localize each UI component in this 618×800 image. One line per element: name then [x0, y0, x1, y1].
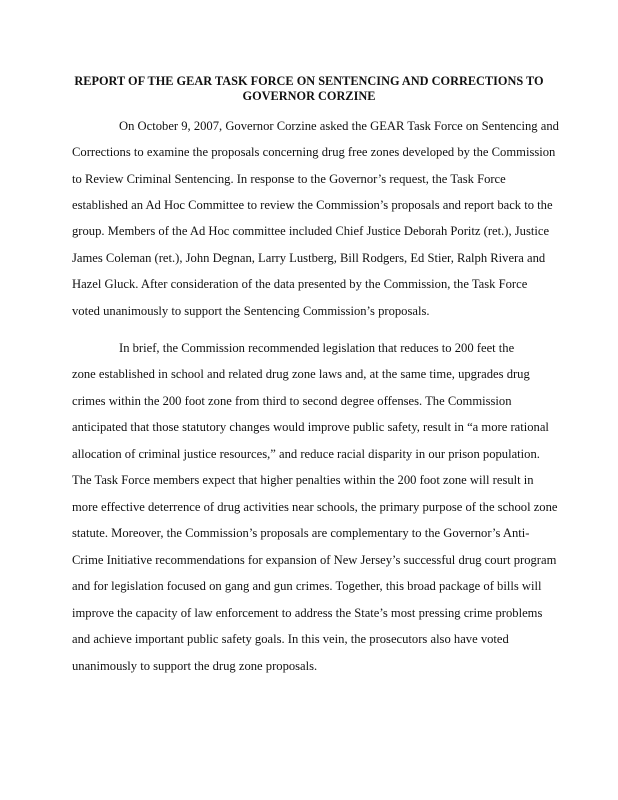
paragraph-line: anticipated that those statutory changes would improve public safety, result in “a more rational	[72, 420, 549, 434]
paragraph-line: voted unanimously to support the Sentencing Commission’s proposals.	[72, 304, 430, 318]
paragraph-line: crimes within the 200 foot zone from third to second degree offenses. The Commission	[72, 394, 512, 408]
paragraph-line: On October 9, 2007, Governor Corzine asked the GEAR Task Force on Sentencing and	[119, 119, 559, 133]
title-line-1: REPORT OF THE GEAR TASK FORCE ON SENTENCING AND CORRECTIONS TO	[74, 74, 544, 88]
paragraph-line: and for legislation focused on gang and gun crimes. Together, this broad package of bills will	[72, 579, 542, 593]
document-title	[60, 74, 558, 104]
paragraph-line: improve the capacity of law enforcement to address the State’s most pressing crime problems	[72, 606, 543, 620]
paragraph-line: The Task Force members expect that higher penalties within the 200 foot zone will result in	[72, 473, 534, 487]
paragraph-line: statute. Moreover, the Commission’s proposals are complementary to the Governor’s Anti-	[72, 526, 530, 540]
paragraph-line: In brief, the Commission recommended legislation that reduces to 200 feet the	[119, 341, 515, 355]
paragraph-line: unanimously to support the drug zone proposals.	[72, 659, 318, 673]
paragraph-line: James Coleman (ret.), John Degnan, Larry Lustberg, Bill Rodgers, Ed Stier, Ralph Rivera and	[72, 251, 546, 265]
paragraph-line: Corrections to examine the proposals concerning drug free zones developed by the Commission	[72, 145, 556, 159]
paragraph-line: and achieve important public safety goals. In this vein, the prosecutors also have voted	[72, 632, 509, 646]
title-line-2: GOVERNOR CORZINE	[242, 89, 376, 103]
paragraph-line: established an Ad Hoc Committee to review the Commission’s proposals and report back to the	[72, 198, 553, 212]
paragraph-line: more effective deterrence of drug activities near schools, the primary purpose of the school zone	[72, 500, 558, 514]
paragraph-line: allocation of criminal justice resources,” and reduce racial disparity in our prison population.	[72, 447, 540, 461]
paragraph-line: group. Members of the Ad Hoc committee included Chief Justice Deborah Poritz (ret.), Justice	[72, 224, 550, 238]
paragraph-line: Crime Initiative recommendations for expansion of New Jersey’s successful drug court program	[72, 553, 557, 567]
paragraph-line: Hazel Gluck. After consideration of the data presented by the Commission, the Task Force	[72, 277, 528, 291]
paragraph-line: to Review Criminal Sentencing. In response to the Governor’s request, the Task Force	[72, 172, 506, 186]
paragraph-line: zone established in school and related drug zone laws and, at the same time, upgrades drug	[72, 367, 530, 381]
